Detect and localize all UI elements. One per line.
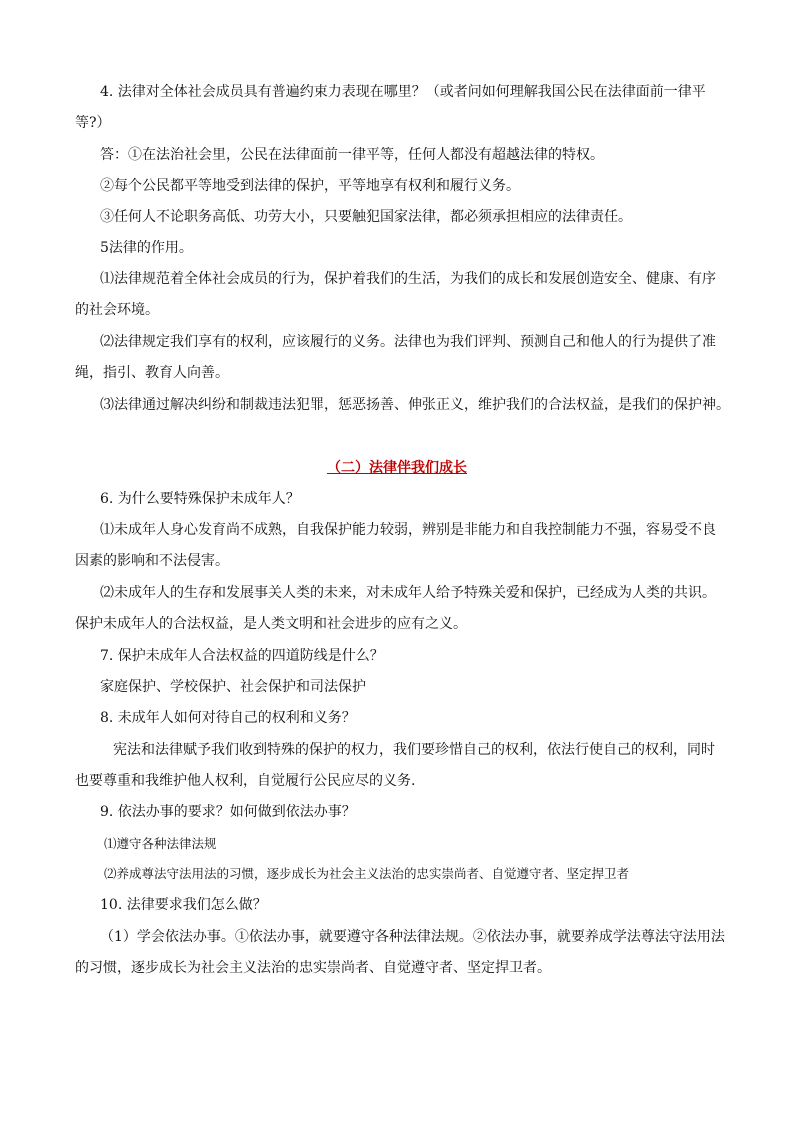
q10-question: 10. 法律要求我们怎么做？	[100, 897, 267, 913]
q6-answer-1-line1: ⑴未成年人身心发育尚不成熟，自我保护能力较弱，辨别是非能力和自我控制能力不强，容易受不良	[100, 522, 716, 538]
q4-question-line2: 等?）	[75, 115, 111, 131]
section-heading: （二）法律伴我们成长	[327, 460, 467, 476]
q9-answer-2: ⑵养成尊法守法用法的习惯，逐步成长为社会主义法治的忠实崇尚者、自觉遵守者、坚定捍卫者	[104, 866, 630, 881]
q8-answer-line1: 宪法和法律赋予我们收到特殊的保护的权力，我们要珍惜自己的权利，依法行使自己的权利，同时	[113, 742, 715, 758]
q4-answer-2: ②每个公民都平等地受到法律的保护，平等地享有权利和履行义务。	[100, 178, 520, 194]
q5-question: 5法律的作用。	[100, 240, 193, 256]
q4-answer-1: 答：①在法治社会里，公民在法律面前一律平等，任何人都没有超越法律的特权。	[100, 147, 604, 163]
q5-answer-3: ⑶法律通过解决纠纷和制裁违法犯罪，惩恶扬善、伸张正义，维护我们的合法权益，是我们的保护神。	[100, 397, 730, 413]
q6-answer-1-line2: 因素的影响和不法侵害。	[75, 553, 229, 569]
q7-answer: 家庭保护、学校保护、社会保护和司法保护	[100, 679, 366, 695]
q8-answer-line2: 也要尊重和我维护他人权利，自觉履行公民应尽的义务.	[75, 773, 416, 789]
q5-answer-2-line2: 绳，指引、教育人向善。	[75, 365, 229, 381]
q7-question: 7. 保护未成年人合法权益的四道防线是什么？	[100, 648, 384, 664]
q9-answer-1: ⑴遵守各种法律法规	[104, 836, 217, 851]
q10-answer-line2: 的习惯，逐步成长为社会主义法治的忠实崇尚者、自觉遵守者、坚定捍卫者。	[75, 960, 551, 976]
q4-answer-3: ③任何人不论职务高低、功劳大小，只要触犯国家法律，都必须承担相应的法律责任。	[100, 209, 632, 225]
q5-answer-2-line1: ⑵法律规定我们享有的权利，应该履行的义务。法律也为我们评判、预测自己和他人的行为提供了准	[100, 334, 716, 350]
q6-answer-2-line1: ⑵未成年人的生存和发展事关人类的未来，对未成年人给予特殊关爱和保护，已经成为人类的共识。	[100, 585, 716, 601]
q5-answer-1-line1: ⑴法律规范着全体社会成员的行为，保护着我们的生活，为我们的成长和发展创造安全、健康、有序	[100, 271, 716, 287]
q6-question: 6. 为什么要特殊保护未成年人？	[100, 491, 300, 507]
q4-question-line1: 4. 法律对全体社会成员具有普遍约束力表现在哪里？（或者问如何理解我国公民在法律面前一律平	[100, 84, 706, 100]
q10-answer-line1: （1）学会依法办事。①依法办事，就要遵守各种法律法规。②依法办事，就要养成学法尊法守法用法	[100, 929, 725, 945]
q6-answer-2-line2: 保护未成年人的合法权益，是人类文明和社会进步的应有之义。	[75, 616, 467, 632]
q5-answer-1-line2: 的社会环境。	[75, 302, 159, 318]
q9-question: 9. 依法办事的要求？如何做到依法办事？	[100, 804, 356, 820]
q8-question: 8. 未成年人如何对待自己的权利和义务？	[100, 710, 356, 726]
